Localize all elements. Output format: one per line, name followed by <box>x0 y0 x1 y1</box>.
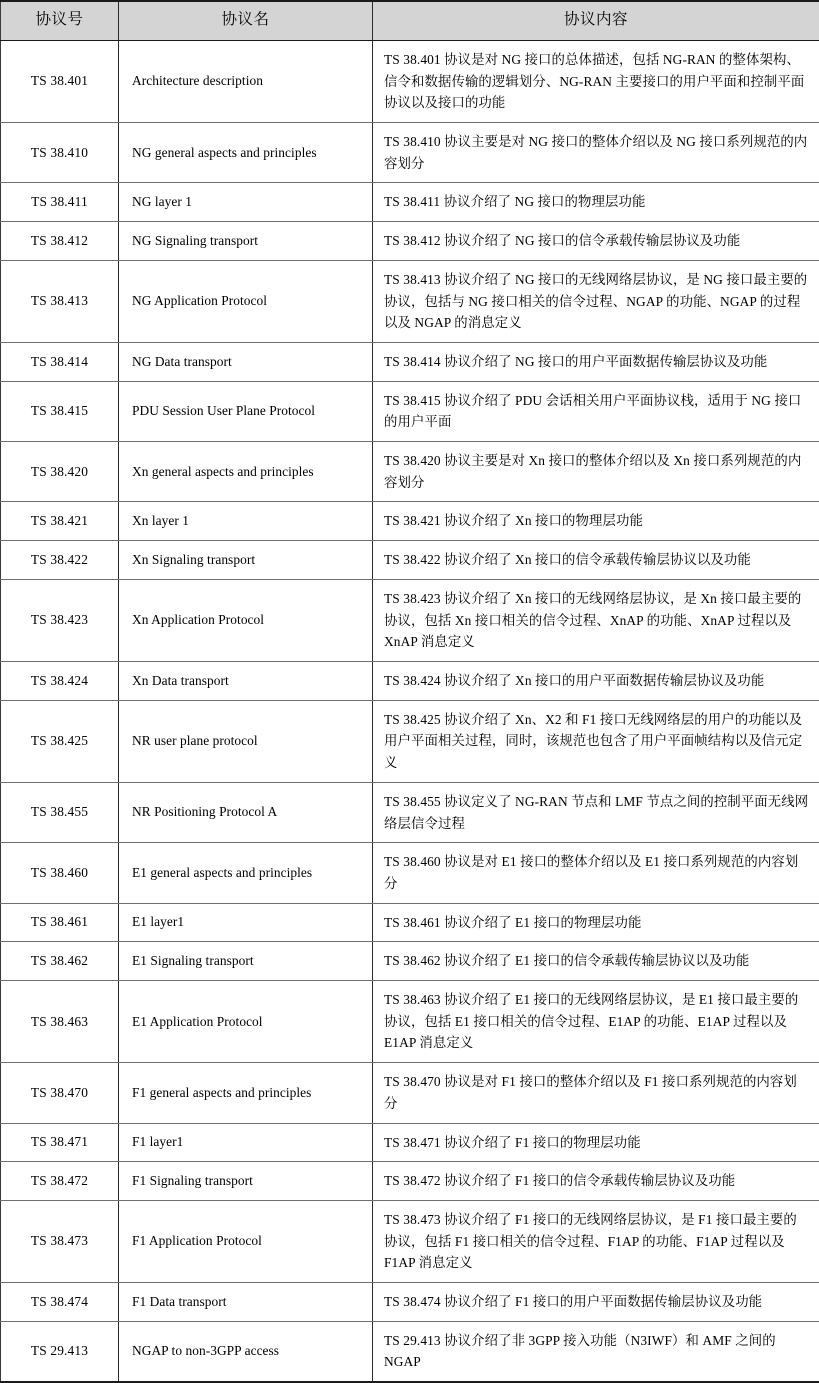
cell-protocol-content: TS 38.412 协议介绍了 NG 接口的信令承载传输层协议及功能 <box>373 222 819 261</box>
table-row <box>1 502 819 541</box>
table-row <box>1 541 819 580</box>
cell-protocol-name: Xn Data transport <box>119 661 373 700</box>
table-row <box>1 123 819 183</box>
table-row <box>1 782 819 842</box>
cell-protocol-content: TS 38.420 协议主要是对 Xn 接口的整体介绍以及 Xn 接口系列规范的内容划分 <box>373 442 819 502</box>
cell-protocol-number: TS 29.413 <box>1 1321 119 1382</box>
cell-protocol-name: F1 Application Protocol <box>119 1200 373 1282</box>
table-row <box>1 40 819 122</box>
cell-protocol-content: TS 29.413 协议介绍了非 3GPP 接入功能（N3IWF）和 AMF 之间的 NGAP <box>373 1321 819 1382</box>
cell-protocol-content: TS 38.462 协议介绍了 E1 接口的信令承载传输层协议以及功能 <box>373 942 819 981</box>
table-row <box>1 1200 819 1282</box>
cell-protocol-number: TS 38.414 <box>1 342 119 381</box>
cell-protocol-content: TS 38.461 协议介绍了 E1 接口的物理层功能 <box>373 903 819 942</box>
cell-protocol-content: TS 38.473 协议介绍了 F1 接口的无线网络层协议，是 F1 接口最主要的协议，包括 F1 接口相关的信令过程、F1AP 的功能、F1AP 过程以及 F1AP 消息定义 <box>373 1200 819 1282</box>
table-body <box>1 40 819 1382</box>
cell-protocol-name: Xn layer 1 <box>119 502 373 541</box>
cell-protocol-name: F1 Data transport <box>119 1283 373 1322</box>
cell-protocol-name: NGAP to non-3GPP access <box>119 1321 373 1382</box>
cell-protocol-content: TS 38.415 协议介绍了 PDU 会话相关用户平面协议栈，适用于 NG 接口的用户平面 <box>373 381 819 441</box>
cell-protocol-name: PDU Session User Plane Protocol <box>119 381 373 441</box>
cell-protocol-content: TS 38.401 协议是对 NG 接口的总体描述，包括 NG-RAN 的整体架构、信令和数据传输的逻辑划分、NG-RAN 主要接口的用户平面和控制平面协议以及接口的功能 <box>373 40 819 122</box>
cell-protocol-number: TS 38.462 <box>1 942 119 981</box>
cell-protocol-number: TS 38.424 <box>1 661 119 700</box>
cell-protocol-content: TS 38.425 协议介绍了 Xn、X2 和 F1 接口无线网络层的用户的功能以及用户平面相关过程，同时，该规范也包含了用户平面帧结构以及信元定义 <box>373 700 819 782</box>
table-header-row <box>1 1 819 40</box>
cell-protocol-content: TS 38.413 协议介绍了 NG 接口的无线网络层协议，是 NG 接口最主要的协议，包括与 NG 接口相关的信令过程、NGAP 的功能、NGAP 的过程以及 NGAP 的消息定义 <box>373 260 819 342</box>
cell-protocol-name: F1 layer1 <box>119 1123 373 1162</box>
cell-protocol-name: NG general aspects and principles <box>119 123 373 183</box>
table-row <box>1 381 819 441</box>
table-row <box>1 942 819 981</box>
table-row <box>1 260 819 342</box>
cell-protocol-number: TS 38.423 <box>1 579 119 661</box>
cell-protocol-number: TS 38.421 <box>1 502 119 541</box>
cell-protocol-number: TS 38.410 <box>1 123 119 183</box>
table-row <box>1 1063 819 1123</box>
cell-protocol-name: E1 layer1 <box>119 903 373 942</box>
table-row <box>1 661 819 700</box>
table-row <box>1 843 819 903</box>
cell-protocol-number: TS 38.420 <box>1 442 119 502</box>
cell-protocol-number: TS 38.461 <box>1 903 119 942</box>
column-header-protocol-number: 协议号 <box>1 1 119 40</box>
cell-protocol-name: NG Signaling transport <box>119 222 373 261</box>
table-row <box>1 1283 819 1322</box>
cell-protocol-name: E1 general aspects and principles <box>119 843 373 903</box>
table-row <box>1 1321 819 1382</box>
cell-protocol-name: NG layer 1 <box>119 183 373 222</box>
cell-protocol-number: TS 38.422 <box>1 541 119 580</box>
cell-protocol-name: NR Positioning Protocol A <box>119 782 373 842</box>
cell-protocol-number: TS 38.455 <box>1 782 119 842</box>
cell-protocol-number: TS 38.415 <box>1 381 119 441</box>
cell-protocol-name: E1 Signaling transport <box>119 942 373 981</box>
column-header-protocol-name: 协议名 <box>119 1 373 40</box>
cell-protocol-number: TS 38.412 <box>1 222 119 261</box>
cell-protocol-name: NG Data transport <box>119 342 373 381</box>
cell-protocol-name: Architecture description <box>119 40 373 122</box>
cell-protocol-content: TS 38.472 协议介绍了 F1 接口的信令承载传输层协议及功能 <box>373 1162 819 1201</box>
cell-protocol-content: TS 38.470 协议是对 F1 接口的整体介绍以及 F1 接口系列规范的内容划分 <box>373 1063 819 1123</box>
column-header-protocol-content: 协议内容 <box>373 1 819 40</box>
cell-protocol-number: TS 38.471 <box>1 1123 119 1162</box>
table-row <box>1 981 819 1063</box>
cell-protocol-name: NR user plane protocol <box>119 700 373 782</box>
cell-protocol-content: TS 38.460 协议是对 E1 接口的整体介绍以及 E1 接口系列规范的内容划分 <box>373 843 819 903</box>
cell-protocol-content: TS 38.474 协议介绍了 F1 接口的用户平面数据传输层协议及功能 <box>373 1283 819 1322</box>
table-row <box>1 579 819 661</box>
cell-protocol-name: E1 Application Protocol <box>119 981 373 1063</box>
cell-protocol-content: TS 38.423 协议介绍了 Xn 接口的无线网络层协议，是 Xn 接口最主要的协议，包括 Xn 接口相关的信令过程、XnAP 的功能、XnAP 过程以及 XnAP 消息定义 <box>373 579 819 661</box>
cell-protocol-number: TS 38.413 <box>1 260 119 342</box>
cell-protocol-content: TS 38.414 协议介绍了 NG 接口的用户平面数据传输层协议及功能 <box>373 342 819 381</box>
cell-protocol-content: TS 38.422 协议介绍了 Xn 接口的信令承载传输层协议以及功能 <box>373 541 819 580</box>
cell-protocol-name: Xn Signaling transport <box>119 541 373 580</box>
cell-protocol-name: F1 Signaling transport <box>119 1162 373 1201</box>
table-row <box>1 1123 819 1162</box>
table-row <box>1 342 819 381</box>
cell-protocol-content: TS 38.410 协议主要是对 NG 接口的整体介绍以及 NG 接口系列规范的内容划分 <box>373 123 819 183</box>
cell-protocol-number: TS 38.472 <box>1 1162 119 1201</box>
cell-protocol-number: TS 38.401 <box>1 40 119 122</box>
cell-protocol-name: F1 general aspects and principles <box>119 1063 373 1123</box>
cell-protocol-content: TS 38.424 协议介绍了 Xn 接口的用户平面数据传输层协议及功能 <box>373 661 819 700</box>
cell-protocol-number: TS 38.411 <box>1 183 119 222</box>
cell-protocol-content: TS 38.455 协议定义了 NG-RAN 节点和 LMF 节点之间的控制平面无线网络层信令过程 <box>373 782 819 842</box>
table-row <box>1 442 819 502</box>
cell-protocol-number: TS 38.473 <box>1 1200 119 1282</box>
table-row <box>1 1162 819 1201</box>
cell-protocol-number: TS 38.460 <box>1 843 119 903</box>
cell-protocol-number: TS 38.470 <box>1 1063 119 1123</box>
cell-protocol-content: TS 38.471 协议介绍了 F1 接口的物理层功能 <box>373 1123 819 1162</box>
cell-protocol-content: TS 38.463 协议介绍了 E1 接口的无线网络层协议，是 E1 接口最主要的协议，包括 E1 接口相关的信令过程、E1AP 的功能、E1AP 过程以及 E1AP 消息定义 <box>373 981 819 1063</box>
cell-protocol-content: TS 38.411 协议介绍了 NG 接口的物理层功能 <box>373 183 819 222</box>
cell-protocol-name: Xn general aspects and principles <box>119 442 373 502</box>
cell-protocol-number: TS 38.474 <box>1 1283 119 1322</box>
cell-protocol-number: TS 38.463 <box>1 981 119 1063</box>
cell-protocol-number: TS 38.425 <box>1 700 119 782</box>
cell-protocol-name: Xn Application Protocol <box>119 579 373 661</box>
table-row <box>1 700 819 782</box>
table-header <box>1 1 819 40</box>
table-row <box>1 903 819 942</box>
cell-protocol-content: TS 38.421 协议介绍了 Xn 接口的物理层功能 <box>373 502 819 541</box>
table-row <box>1 183 819 222</box>
table-row <box>1 222 819 261</box>
cell-protocol-name: NG Application Protocol <box>119 260 373 342</box>
